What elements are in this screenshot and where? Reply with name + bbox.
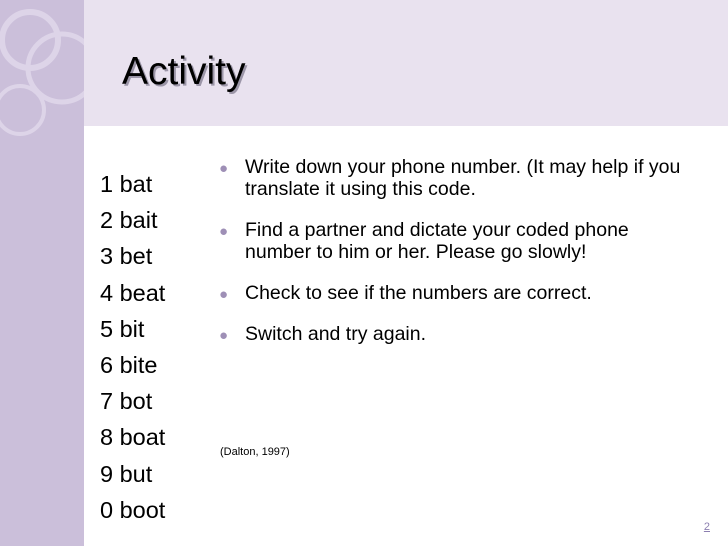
code-item: 7 bot xyxy=(100,388,153,415)
page-number-link[interactable]: 2 xyxy=(703,521,710,533)
bullet-icon: ● xyxy=(219,286,229,303)
code-item: 2 bait xyxy=(100,207,158,234)
instruction-text: Find a partner and dictate your coded phone number to him or her. Please go slowly! xyxy=(245,219,629,263)
instruction-item xyxy=(212,323,692,345)
bullet-icon: ● xyxy=(219,327,229,344)
code-item: 4 beat xyxy=(100,279,166,306)
code-item: 8 boat xyxy=(100,424,166,451)
code-item: 6 bite xyxy=(100,352,158,379)
instruction-item xyxy=(212,282,692,304)
instruction-text: Write down your phone number. (It may help if you translate it using this code. xyxy=(245,156,681,200)
code-item: 5 bit xyxy=(100,315,145,342)
instruction-text: Switch and try again. xyxy=(245,323,427,345)
sidebar-circles-decoration xyxy=(0,0,84,546)
citation: (Dalton, 1997) xyxy=(220,446,290,458)
instruction-item xyxy=(212,156,692,200)
slide-title: Activity xyxy=(122,50,246,93)
bullet-icon: ● xyxy=(219,160,229,177)
decorative-sidebar xyxy=(0,0,84,546)
instruction-item xyxy=(212,219,692,263)
instruction-list xyxy=(212,156,692,345)
code-item: 3 bet xyxy=(100,243,153,270)
instruction-text: Check to see if the numbers are correct. xyxy=(245,282,592,304)
bullet-icon: ● xyxy=(219,223,229,240)
code-item: 0 boot xyxy=(100,496,166,523)
code-item: 1 bat xyxy=(100,171,153,197)
number-code-list xyxy=(100,166,165,528)
code-item: 9 but xyxy=(100,460,153,487)
